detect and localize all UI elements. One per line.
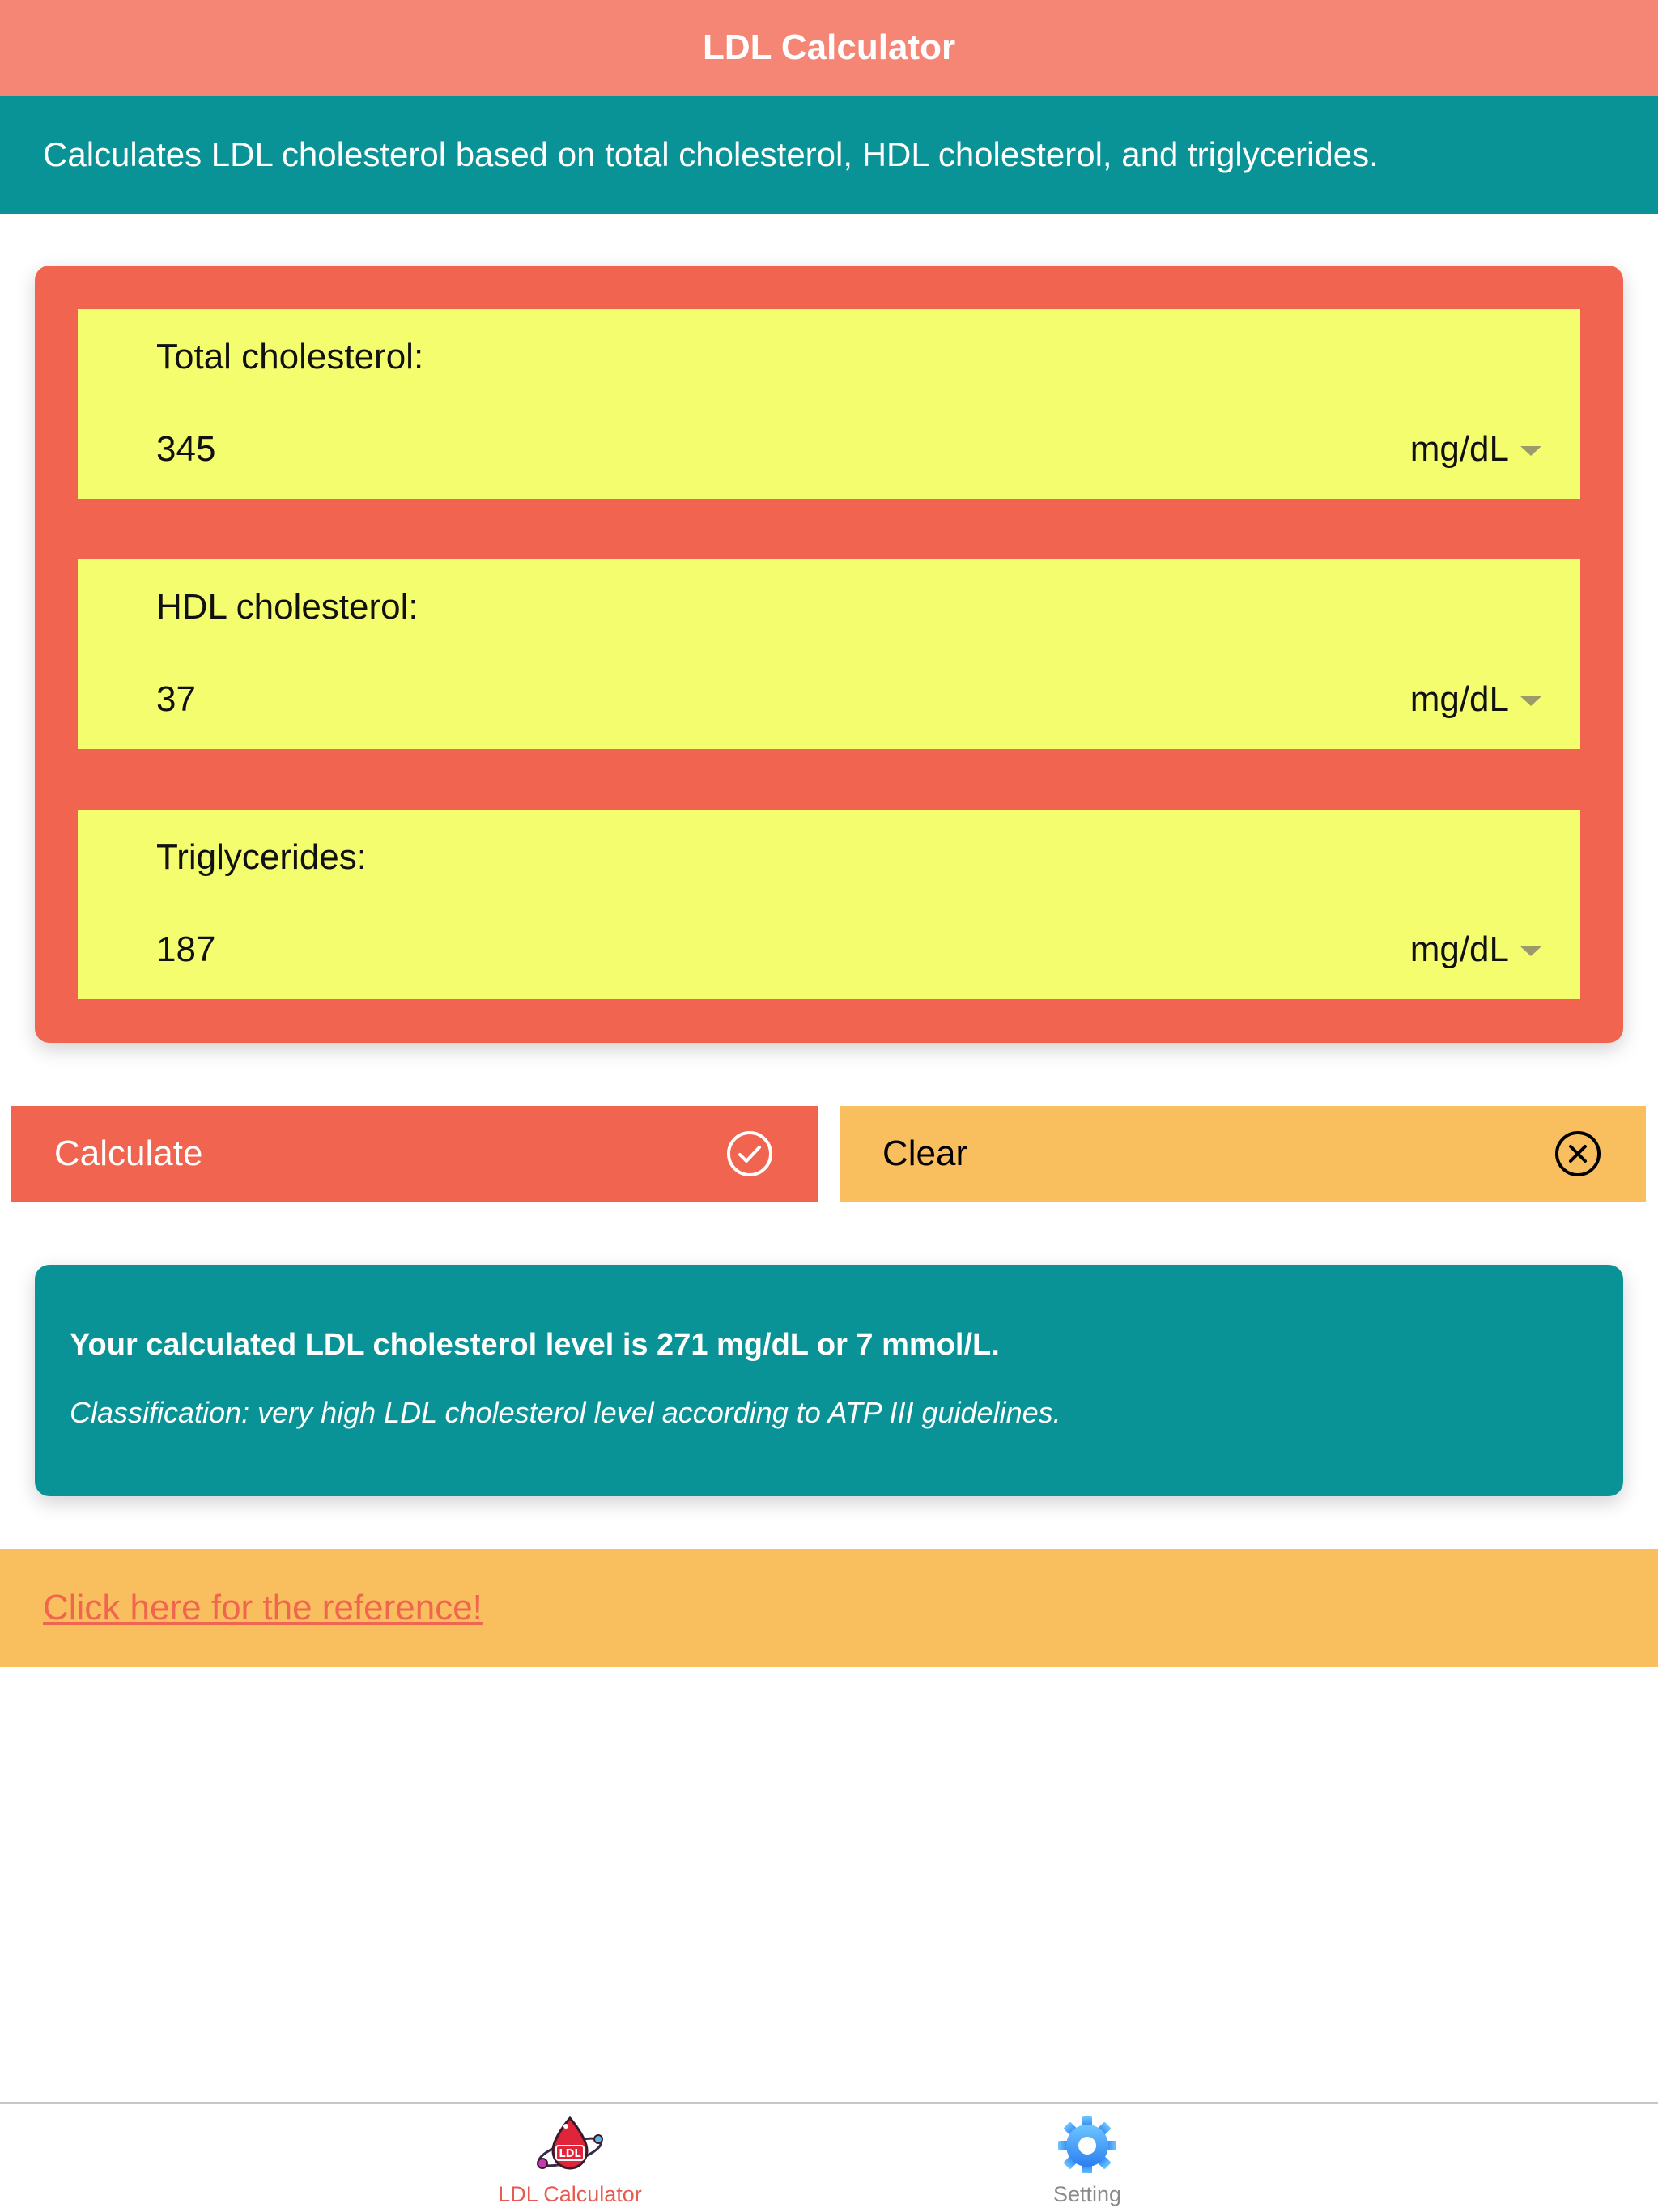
checkmark-circle-icon [725, 1129, 774, 1178]
gear-icon [1053, 2115, 1121, 2177]
reference-link[interactable]: Click here for the reference! [43, 1588, 483, 1627]
result-card [35, 1265, 1623, 1496]
navigation-bar [0, 0, 1658, 96]
tab-setting[interactable] [966, 2115, 1209, 2212]
triglycerides-input[interactable]: 187 [156, 929, 216, 969]
calculate-button[interactable] [11, 1106, 818, 1202]
total-cholesterol-label: Total cholesterol: [156, 337, 424, 376]
hdl-cholesterol-input[interactable]: 37 [156, 679, 196, 719]
total-cholesterol-unit-select[interactable] [1410, 429, 1541, 470]
total-cholesterol-input[interactable]: 345 [156, 429, 216, 469]
hdl-cholesterol-unit-select[interactable] [1410, 679, 1541, 720]
unit-label: mg/dL [1409, 429, 1509, 469]
page-title: LDL Calculator [702, 28, 956, 67]
triglycerides-field [78, 810, 1580, 999]
chevron-down-icon [1520, 446, 1541, 456]
triglycerides-label: Triglycerides: [156, 837, 367, 877]
clear-button-label: Clear [882, 1134, 968, 1173]
description-banner [0, 96, 1658, 214]
tab-ldl-calculator-label: LDL Calculator [498, 2182, 642, 2206]
chevron-down-icon [1520, 696, 1541, 706]
total-cholesterol-field [78, 309, 1580, 499]
result-text: Your calculated LDL cholesterol level is 271 mg/dL or 7 mmol/L. [70, 1328, 1000, 1362]
input-form-card [35, 266, 1623, 1043]
calculate-button-label: Calculate [54, 1134, 203, 1173]
reference-banner [0, 1549, 1658, 1667]
hdl-cholesterol-label: HDL cholesterol: [156, 587, 419, 627]
unit-label: mg/dL [1409, 679, 1509, 719]
unit-label: mg/dL [1409, 929, 1509, 969]
tab-ldl-calculator[interactable] [449, 2115, 691, 2212]
clear-button[interactable] [840, 1106, 1646, 1202]
hdl-cholesterol-field [78, 559, 1580, 749]
ldl-drop-icon [534, 2115, 606, 2177]
chevron-down-icon [1520, 946, 1541, 956]
svg-text:LDL: LDL [559, 2148, 581, 2160]
tab-setting-label: Setting [1052, 2182, 1122, 2206]
description-text: Calculates LDL cholesterol based on total cholesterol, HDL cholesterol, and triglycerides. [43, 135, 1379, 173]
close-circle-icon [1554, 1129, 1602, 1178]
triglycerides-unit-select[interactable] [1410, 929, 1541, 970]
classification-text: Classification: very high LDL cholesterol level according to ATP III guidelines. [70, 1396, 1061, 1429]
tab-bar [0, 2102, 1658, 2212]
